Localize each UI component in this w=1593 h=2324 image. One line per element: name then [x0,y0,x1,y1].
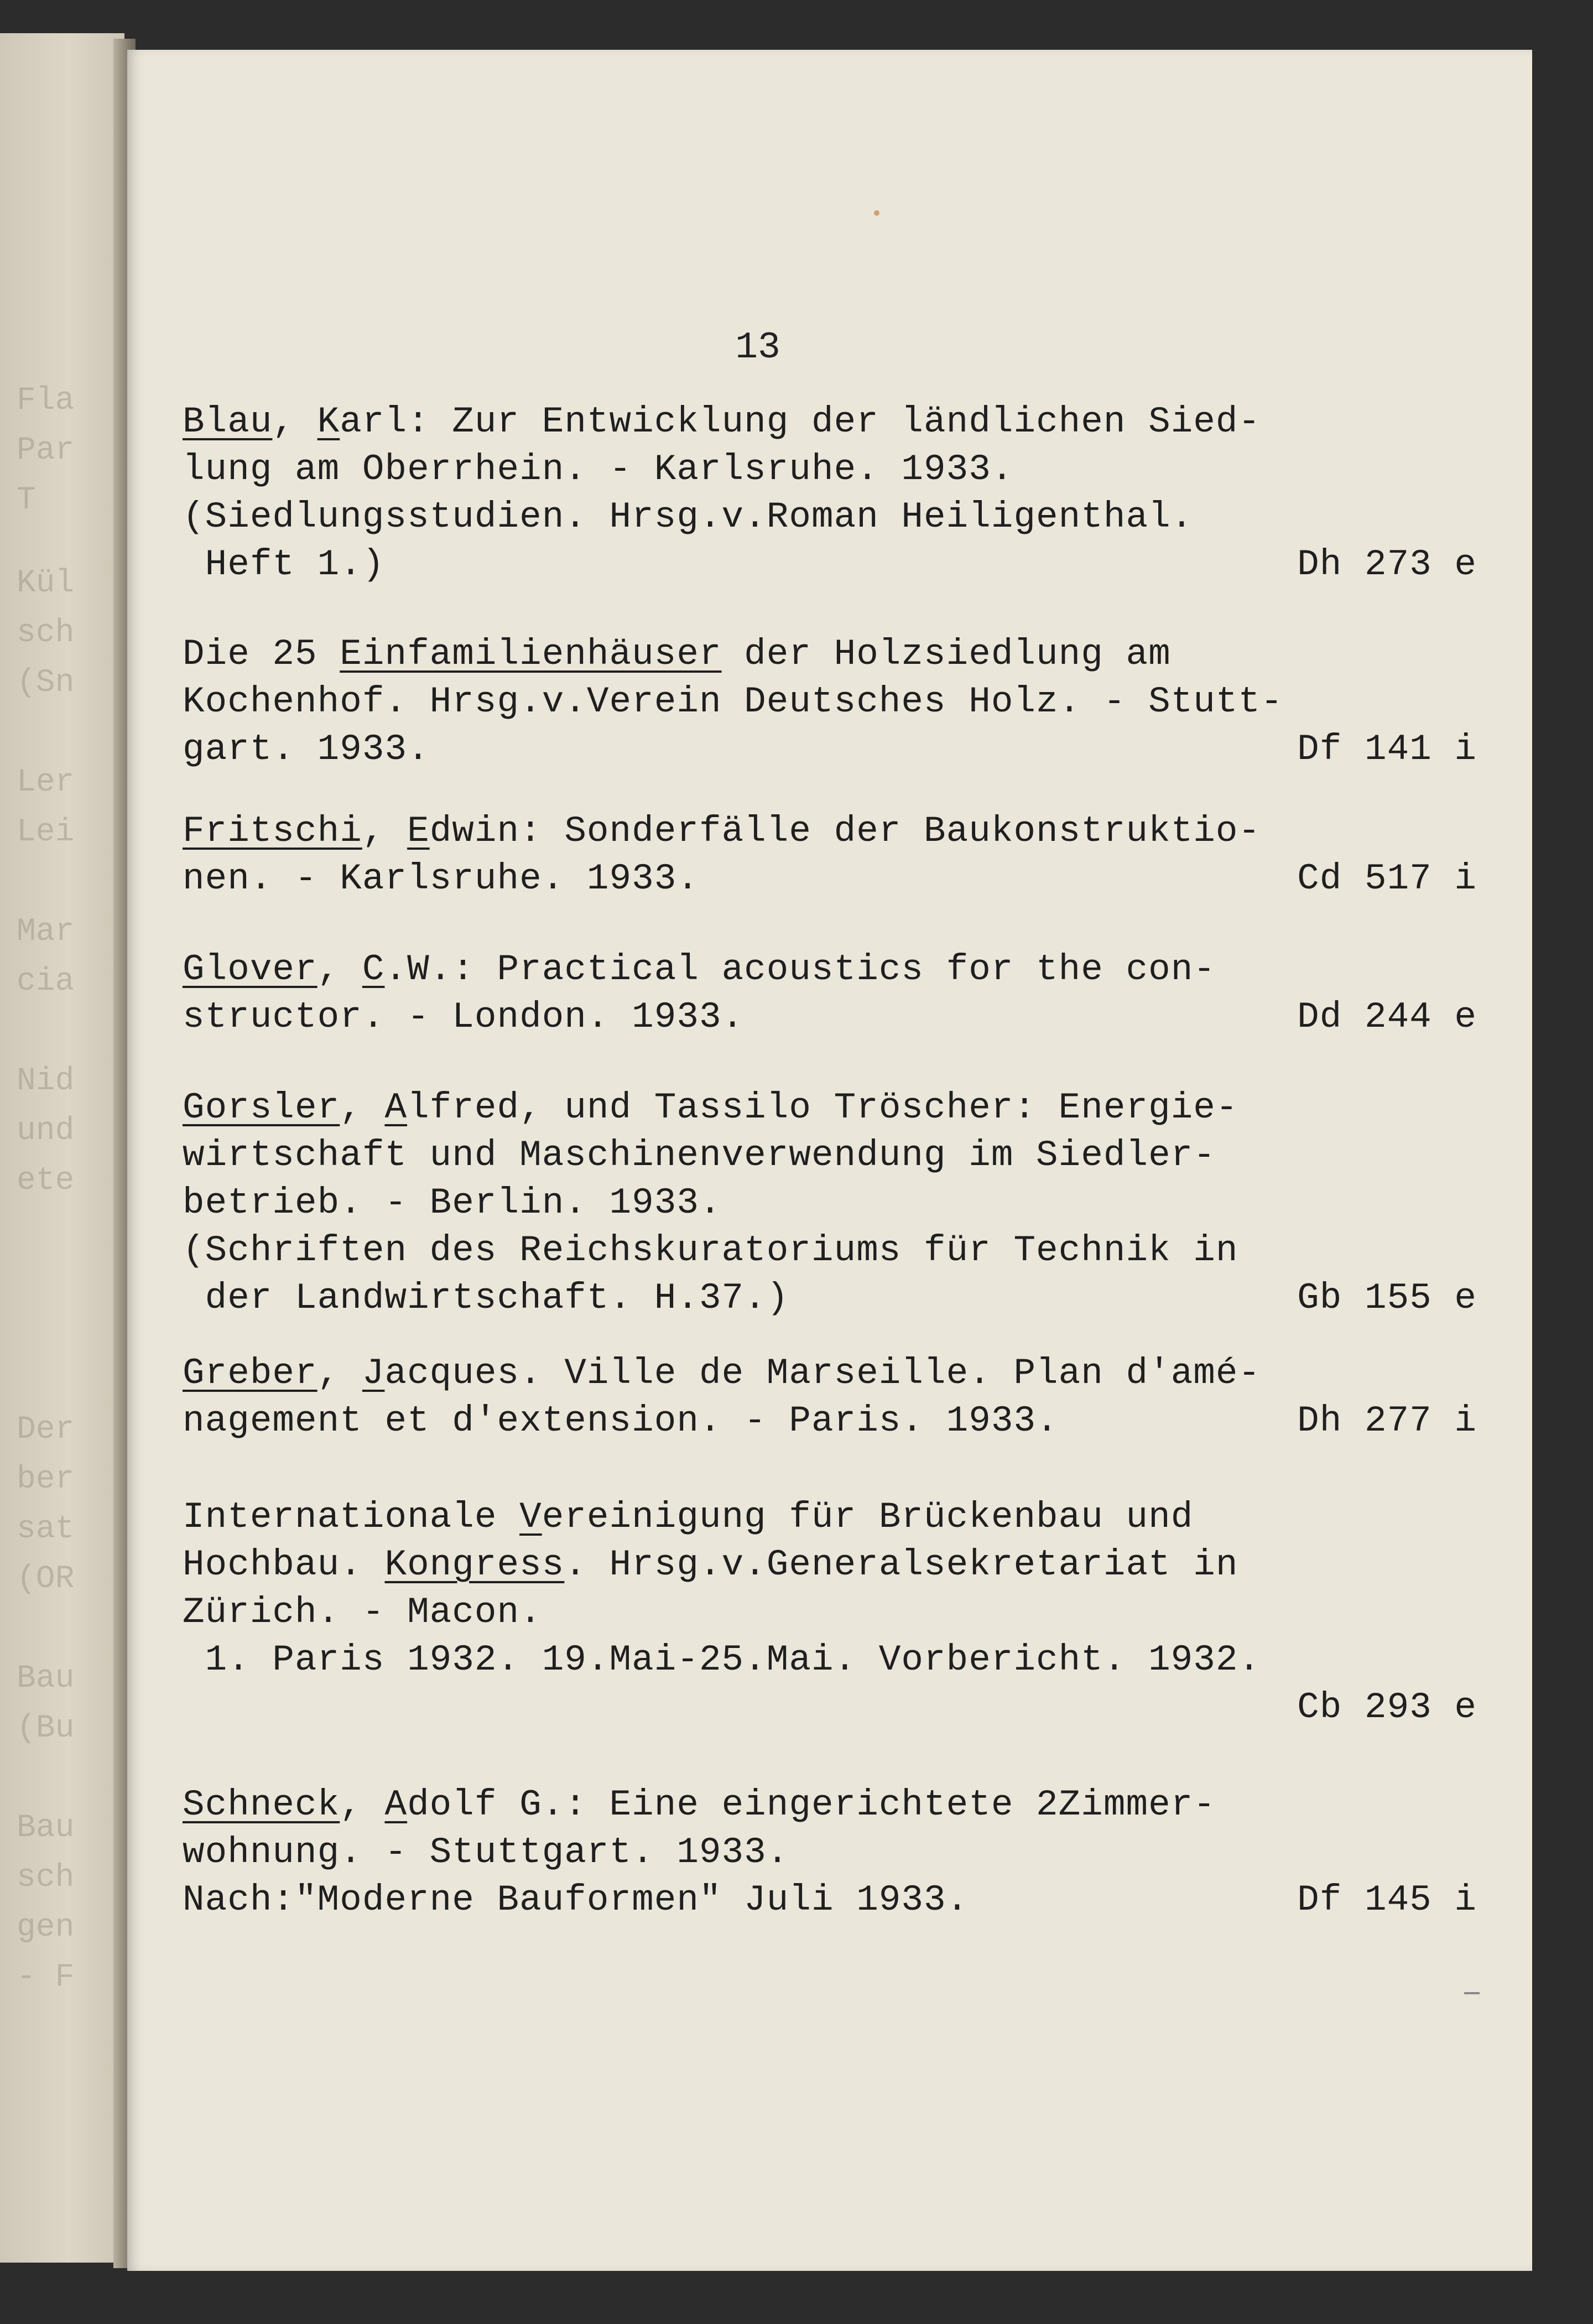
bleed-fragment: Der [17,1412,75,1448]
entry-line [183,398,1477,446]
bleed-fragment: Mar [17,914,75,950]
bibliography-entry [183,808,1477,903]
entry-text: , [317,949,362,990]
entry-text: (Schriften des Reichskuratoriums für Technik in [183,1230,1238,1271]
entry-text: , [362,810,408,852]
entry-line [183,1227,1477,1275]
entry-line [183,994,1477,1041]
entry-text: der Holzsiedlung am [721,633,1171,675]
bleed-fragment: Bau [17,1661,75,1697]
entry-line [183,1350,1477,1397]
call-number: Cd 517 i [1297,858,1477,900]
entry-line [183,1876,1477,1924]
entry-text: , [272,401,317,443]
entry-text: Kochenhof. Hrsg.v.Verein Deutsches Holz. - Stutt- [183,681,1283,722]
entry-text: 1. Paris 1932. 19.Mai-25.Mai. Vorbericht. 1932. [183,1639,1261,1681]
bleed-fragment: - F [17,1959,75,1995]
bleed-fragment: Ler [17,765,75,800]
entry-line [183,493,1477,541]
bibliography-entry [183,1350,1477,1445]
entry-line [183,726,1477,773]
bleed-fragment: ber [17,1462,75,1498]
bleed-fragment: Fla [17,383,75,419]
entry-line [183,1397,1477,1445]
right-page [127,50,1532,2271]
bleed-fragment: gen [17,1910,75,1946]
margin-mark [1464,1992,1480,1994]
bleed-fragment: Par [17,433,75,469]
entry-text: , [340,1087,385,1129]
call-number: Dh 273 e [1297,544,1477,585]
entry-text: ereinigung für Brückenbau und [542,1496,1194,1538]
entry-text: Internationale [183,1496,520,1538]
entry-line [183,1275,1477,1322]
underlined-text: E [407,810,430,852]
entry-line [183,446,1477,493]
entry-text: der Landwirtschaft. H.37.) [183,1277,789,1319]
entry-text: gart. 1933. [183,729,430,770]
underlined-text: Schneck [183,1784,340,1826]
underlined-text: Kongress [384,1544,565,1585]
entry-text: lfred, und Tassilo Tröscher: Energie- [407,1087,1238,1129]
bibliography-entry [183,946,1477,1041]
ink-spot [874,210,879,216]
entry-text: nen. - Karlsruhe. 1933. [183,858,699,900]
entry-line [183,1179,1477,1227]
entry-line [183,1084,1477,1132]
underlined-text: C [362,949,385,990]
entry-line [183,1684,1477,1732]
bleed-fragment: Lei [17,814,75,850]
entry-text: Hochbau. [183,1544,385,1585]
underlined-text: Gorsler [183,1087,340,1129]
entry-line [183,631,1477,678]
bleed-fragment: Bau [17,1810,75,1846]
underlined-text: Greber [183,1353,317,1394]
bleed-fragment: (Sn [17,665,75,701]
entry-line [183,808,1477,855]
underlined-text: A [384,1087,408,1129]
entry-text: , [317,1353,362,1394]
entry-text: . Hrsg.v.Generalsekretariat in [564,1544,1238,1585]
entry-line [183,1589,1477,1636]
entry-text: Die 25 [183,633,340,675]
call-number: Df 145 i [1297,1879,1477,1921]
bleed-fragment: ete [17,1163,75,1199]
entry-text: Zürich. - Macon. [183,1592,542,1633]
underlined-text: Blau [183,401,273,443]
underlined-text: A [384,1784,408,1826]
entry-text: Nach:"Moderne Bauformen" Juli 1933. [183,1879,969,1921]
entry-text: acques. Ville de Marseille. Plan d'amé- [384,1353,1261,1394]
bleed-fragment: cia [17,964,75,1000]
underlined-text: Einfamilienhäuser [340,633,722,675]
entry-text: dolf G.: Eine eingerichtete 2Zimmer- [407,1784,1216,1826]
entry-line [183,678,1477,726]
bleed-fragment: sat [17,1511,75,1547]
page-number: 13 [735,326,780,369]
entry-text: .W.: Practical acoustics for the con- [384,949,1216,990]
entry-text: lung am Oberrhein. - Karlsruhe. 1933. [183,449,1014,490]
bleed-fragment: (Bu [17,1710,75,1746]
bibliography-entry [183,1494,1477,1732]
underlined-text: V [519,1496,542,1538]
entry-text: structor. - London. 1933. [183,996,745,1038]
entry-text: arl: Zur Entwicklung der ländlichen Sied- [340,401,1261,443]
bibliography-entry [183,631,1477,773]
entry-line [183,1636,1477,1684]
bleed-fragment: sch [17,615,75,651]
bleed-fragment: T [17,482,36,518]
bibliography-entry [183,1781,1477,1924]
underlined-text: Glover [183,949,317,990]
entry-line [183,1494,1477,1541]
entry-text: (Siedlungsstudien. Hrsg.v.Roman Heiligenthal. [183,496,1194,538]
call-number: Df 141 i [1297,729,1477,770]
bleed-fragment: und [17,1113,75,1149]
bibliography-entry [183,1084,1477,1322]
bibliography-entry [183,398,1477,589]
entry-text: wohnung. - Stuttgart. 1933. [183,1832,789,1873]
bleed-fragment: Nid [17,1063,75,1099]
entry-line [183,541,1477,589]
entry-line [183,946,1477,994]
underlined-text: J [362,1353,385,1394]
entry-line [183,1132,1477,1179]
bleed-fragment: Kül [17,565,75,601]
underlined-text: K [317,401,340,443]
entry-line [183,855,1477,903]
entry-line [183,1541,1477,1589]
bleed-fragment: (OR [17,1561,75,1597]
call-number: Dd 244 e [1297,996,1477,1038]
entry-text: nagement et d'extension. - Paris. 1933. [183,1400,1059,1442]
entry-line [183,1781,1477,1829]
entry-text: betrieb. - Berlin. 1933. [183,1182,722,1224]
entry-text: wirtschaft und Maschinenverwendung im Siedler- [183,1135,1216,1176]
entry-text: , [340,1784,385,1826]
call-number: Gb 155 e [1297,1277,1477,1319]
entry-line [183,1829,1477,1876]
entry-text: dwin: Sonderfälle der Baukonstruktio- [429,810,1261,852]
call-number: Cb 293 e [1297,1687,1477,1728]
left-page-bleed-text [0,33,124,2263]
entry-text: Heft 1.) [183,544,385,585]
call-number: Dh 277 i [1297,1400,1477,1442]
underlined-text: Fritschi [183,810,362,852]
bleed-fragment: sch [17,1860,75,1896]
